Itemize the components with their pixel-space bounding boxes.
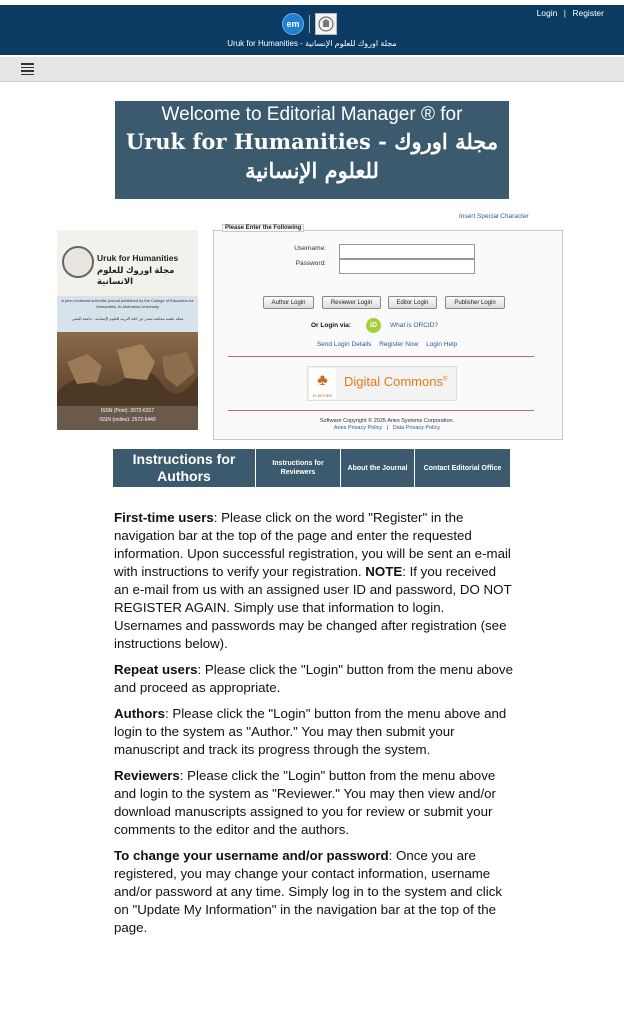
journal-seal-icon [315,13,337,35]
or-login-via-label: Or Login via: [311,322,352,329]
data-privacy-link[interactable]: Data Privacy Policy [392,425,441,431]
journal-cover [57,230,198,430]
instructions-for-reviewers-tab[interactable]: Instructions for Reviewers [256,449,341,487]
aries-privacy-link[interactable]: Aries Privacy Policy [333,425,383,431]
banner-line-2: Uruk for Humanities - مجلة اوروك [125,129,499,154]
change-password-paragraph [114,847,514,937]
authors-text: : Please click the "Login" button from the menu above and login to the system as "Author." You may then submit your manuscript and track its progress through the system. [114,706,507,757]
first-time-users-text: : Please click on the word "Register" in the navigation bar at the top of the page and enter the requested information. Upon successful registration, you will be sent an e-mail with instructions to verify your registration. [114,510,511,579]
link-separator: | [563,8,566,18]
digital-commons-text [344,374,447,389]
top-header [0,5,624,55]
contact-editorial-office-tab[interactable]: Contact Editorial Office [423,464,502,472]
digital-commons-name: Digital Commons [344,374,443,389]
password-input[interactable] [339,259,475,274]
welcome-banner [115,101,509,199]
privacy-links [213,425,561,432]
publisher-login-button[interactable]: Publisher Login [445,296,505,309]
cover-title-ar: مجلة اوروك للعلوم الانسانية [97,265,175,286]
instructions-content [114,509,514,945]
editorial-manager-logo[interactable]: em [282,13,304,35]
register-now-link[interactable]: Register Now [379,341,419,348]
username-label: Username: [294,245,326,252]
issn-print: ISSN (Print): 2072-6317 [100,408,155,414]
menu-bar [0,57,624,82]
cover-title-en: Uruk for Humanities [97,253,179,263]
login-help-link[interactable]: Login Help [426,341,458,348]
repeat-users-paragraph [114,661,514,697]
first-time-users-note-text: : If you received an e-mail from us with an assigned user ID and password, DO NOT REGISTER AGAIN. Simply use that information to login. Usernames and passwords may be changed after registration (see instructions below). [114,564,512,651]
authors-heading: Authors [114,706,165,721]
repeat-users-text: : Please click the "Login" button from the menu above and proceed as appropriate. [114,662,513,695]
first-time-users-heading: First-time users [114,510,214,525]
journal-title: Uruk for Humanities - مجلة اوروك للعلوم الإنسانية [227,39,397,48]
register-link[interactable]: Register [572,8,604,18]
reviewers-paragraph [114,767,514,839]
note-label: NOTE [365,564,403,579]
divider-bottom [228,410,534,411]
auth-links [537,8,604,18]
hamburger-menu-icon[interactable] [21,63,34,74]
info-nav-bar [113,449,510,487]
cover-seal-icon [62,246,94,278]
divider-top [228,356,534,357]
copyright-notice [213,418,561,432]
cover-relief-image [57,332,198,408]
change-password-text: : Once you are registered, you may change your contact information, username and/or password at any time. Simply log in to the system and click on "Update My Information" in the navigation bar at the top of the page. [114,848,502,935]
logo-divider [309,15,310,33]
authors-paragraph [114,705,514,759]
insert-special-character-link[interactable]: Insert Special Character [459,213,529,220]
about-journal-tab[interactable]: About the Journal [341,449,415,487]
password-label: Password: [295,260,326,267]
login-legend: Please Enter the Following [222,224,304,232]
reviewers-heading: Reviewers [114,768,180,783]
username-input[interactable] [339,244,475,259]
change-password-heading: To change your username and/or password [114,848,389,863]
banner-line-1: Welcome to Editorial Manager ® for [161,104,463,125]
cover-description-ar: مجلة علمية محكمة تصدر عن كلية التربية للعلوم الإنسانية - جامعة المثنى [71,317,184,321]
login-link[interactable]: Login [536,8,558,18]
cover-description: A peer-reviewed scientific journal published by the College of Education for Humanities, Al-Muthanna University [61,298,194,309]
privacy-separator: | [386,425,389,431]
issn-online: ISSN (online): 2572-5440 [99,417,156,423]
banner-line-3: للعلوم الإنسانية [245,158,379,183]
elsevier-text: ELSEVIER [312,393,333,398]
first-time-users-paragraph [114,509,514,653]
orcid-icon[interactable]: iD [366,318,381,333]
reviewers-text: : Please click the "Login" button from the menu above and login to the system as "Reviewer." You may then view and/or download manuscripts assigned to you for review or submit your comments to the editor and the authors. [114,768,496,837]
editor-login-button[interactable]: Editor Login [388,296,437,309]
registered-mark: ® [442,376,448,383]
reviewer-login-button[interactable]: Reviewer Login [322,296,381,309]
login-help-links [213,341,561,348]
copyright-text: Software Copyright © 2025 Aries Systems Corporation. [319,418,455,424]
what-is-orcid-link[interactable]: What is ORCID? [390,322,439,329]
repeat-users-heading: Repeat users [114,662,198,677]
send-login-details-link[interactable]: Send Login Details [316,341,372,348]
author-login-button[interactable]: Author Login [263,296,314,309]
header-logos [282,12,337,36]
instructions-for-authors-tab[interactable]: Instructions for Authors [113,449,256,487]
elsevier-tree-icon: ♣ ELSEVIER [309,368,336,399]
digital-commons-logo[interactable] [307,366,457,401]
